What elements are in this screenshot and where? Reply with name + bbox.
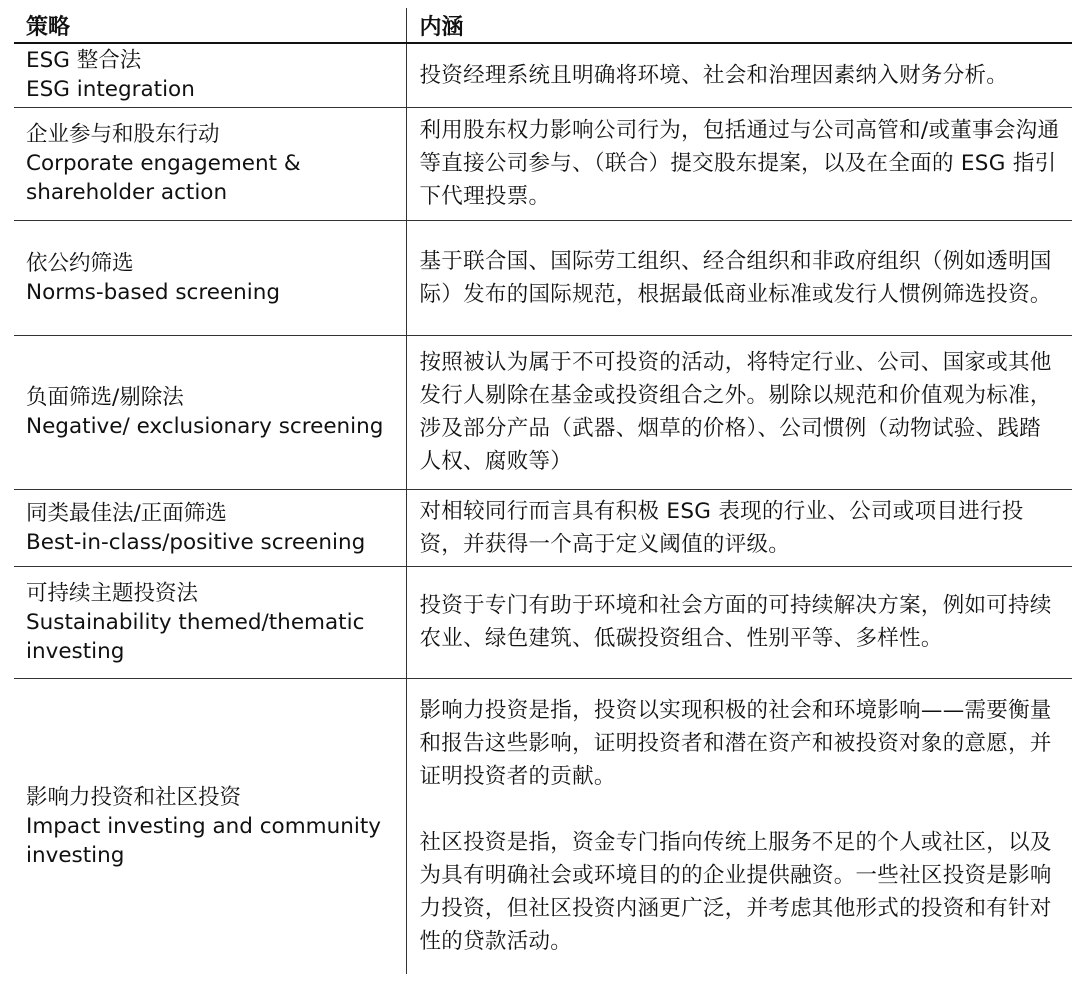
strategy-cell bbox=[14, 489, 406, 566]
header-strategy: 策略 bbox=[14, 8, 406, 43]
meaning-cell bbox=[406, 678, 1072, 974]
meaning-text: 投资于专门有助于环境和社会方面的可持续解决方案，例如可持续农业、绿色建筑、低碳投资组合、性别平等、多样性。 bbox=[419, 593, 1052, 651]
strategy-name-en: Negative/ exclusionary screening bbox=[26, 414, 384, 439]
strategy-cell bbox=[14, 566, 406, 678]
header-meaning: 内涵 bbox=[406, 8, 1072, 43]
table-row bbox=[14, 220, 1072, 335]
strategy-name-en: Impact investing and community investing bbox=[26, 813, 381, 868]
strategy-cell bbox=[14, 107, 406, 220]
table-row bbox=[14, 566, 1072, 678]
meaning-cell bbox=[406, 566, 1072, 678]
meaning-cell bbox=[406, 43, 1072, 107]
meaning-cell bbox=[406, 489, 1072, 566]
meaning-text: 社区投资是指，资金专门指向传统上服务不足的个人或社区，以及为具有明确社会或环境目的的企业提供融资。一些社区投资是影响力投资，但社区投资内涵更广泛，并考虑其他形式的投资和有针对性的贷款活动。 bbox=[419, 830, 1052, 955]
strategy-name-en: Sustainability themed/thematic investing bbox=[26, 609, 365, 664]
strategy-name-zh: 同类最佳法/正面筛选 bbox=[26, 500, 227, 526]
meaning-text: 利用股东权力影响公司行为，包括通过与公司高管和/或董事会沟通等直接公司参与、（联合）提交股东提案，以及在全面的 ESG 指引下代理投票。 bbox=[419, 118, 1060, 209]
strategy-cell bbox=[14, 43, 406, 107]
strategy-name-en: Corporate engagement & shareholder action bbox=[26, 151, 301, 205]
meaning-text: 投资经理系统且明确将环境、社会和治理因素纳入财务分析。 bbox=[419, 62, 1009, 88]
strategy-cell bbox=[14, 220, 406, 335]
strategy-name-en: ESG integration bbox=[26, 77, 195, 103]
strategy-name-zh: 负面筛选/剔除法 bbox=[26, 385, 184, 410]
strategy-name-zh: 企业参与和股东行动 bbox=[26, 122, 220, 147]
esg-strategy-table bbox=[14, 8, 1072, 974]
table-header-row bbox=[14, 8, 1072, 43]
meaning-text: 影响力投资是指，投资以实现积极的社会和环境影响——需要衡量和报告这些影响，证明投资者和潜在资产和被投资对象的意愿，并证明投资者的贡献。 bbox=[419, 698, 1052, 790]
table-row bbox=[14, 43, 1072, 107]
table-row bbox=[14, 107, 1072, 220]
strategy-cell bbox=[14, 678, 406, 974]
strategy-name-en: Norms-based screening bbox=[26, 279, 281, 305]
meaning-cell bbox=[406, 220, 1072, 335]
strategy-name-zh: ESG 整合法 bbox=[26, 48, 142, 74]
table-row bbox=[14, 335, 1072, 489]
strategy-name-zh: 依公约筛选 bbox=[26, 250, 134, 276]
table-row bbox=[14, 489, 1072, 566]
meaning-text: 基于联合国、国际劳工组织、经合组织和非政府组织（例如透明国际）发布的国际规范，根据最低商业标准或发行人惯例筛选投资。 bbox=[419, 248, 1052, 307]
meaning-text: 对相较同行而言具有积极 ESG 表现的行业、公司或项目进行投资，并获得一个高于定义阈值的评级。 bbox=[419, 498, 1024, 557]
meaning-cell bbox=[406, 335, 1072, 489]
meaning-cell bbox=[406, 107, 1072, 220]
strategy-name-en: Best-in-class/positive screening bbox=[26, 529, 366, 555]
table-row bbox=[14, 678, 1072, 974]
strategy-name-zh: 影响力投资和社区投资 bbox=[26, 784, 242, 810]
strategy-name-zh: 可持续主题投资法 bbox=[26, 580, 199, 606]
strategy-cell bbox=[14, 335, 406, 489]
meaning-text: 按照被认为属于不可投资的活动，将特定行业、公司、国家或其他发行人剔除在基金或投资组合之外。剔除以规范和价值观为标准，涉及部分产品（武器、烟草的价格）、公司惯例（动物试验、践踏人权、腐败等） bbox=[419, 350, 1052, 474]
